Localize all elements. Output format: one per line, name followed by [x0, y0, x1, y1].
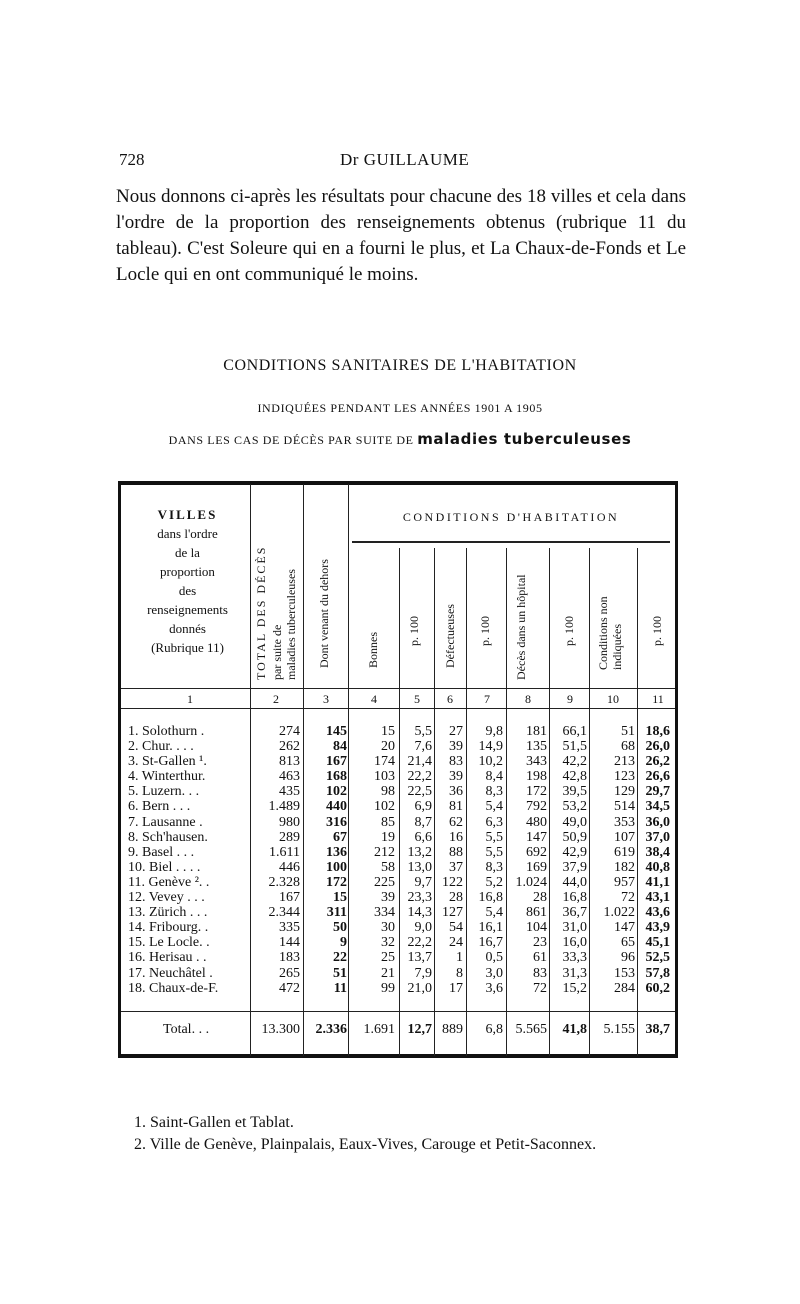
- table-subtitle-years: INDIQUÉES PENDANT LES ANNÉES 1901 A 1905: [257, 401, 543, 415]
- column-number: 8: [525, 692, 531, 706]
- running-head: Dr GUILLAUME: [340, 150, 470, 169]
- hopital-cell: 61: [533, 950, 547, 966]
- total-cell: 446: [279, 859, 300, 875]
- dehors-cell: 440: [326, 799, 347, 815]
- column-villes: [128, 724, 250, 996]
- p100-cell: 21,4: [407, 754, 432, 770]
- header-total-deces: TOTAL DES DÉCÈS: [254, 545, 268, 680]
- nonind-cell: 147: [614, 920, 635, 936]
- header-p100-hopital: p. 100: [562, 616, 576, 646]
- bonnes-cell: 15: [381, 724, 395, 739]
- p100-cell: 13,7: [407, 950, 432, 966]
- city-cell: 18. Chaux-de-F.: [128, 980, 219, 996]
- total-cell: 2.344: [268, 905, 300, 921]
- hopital-cell: 147: [526, 829, 547, 845]
- p100-cell: 29,7: [645, 784, 670, 800]
- dehors-cell: 102: [326, 784, 347, 800]
- p100-cell: 60,2: [645, 980, 670, 996]
- defect-cell: 16: [449, 829, 463, 845]
- header-villes-line: VILLES: [157, 507, 218, 522]
- total-cell: 813: [279, 754, 300, 770]
- total-cell: 2.328: [268, 874, 300, 890]
- p100-cell: 49,0: [562, 814, 587, 830]
- footnote: 1. Saint-Gallen et Tablat.: [134, 1114, 294, 1131]
- p100-cell: 57,8: [645, 965, 670, 981]
- total-cell: 262: [279, 739, 300, 755]
- header-p100-bonnes: p. 100: [407, 616, 421, 646]
- column-p100-nonind: [638, 724, 670, 996]
- city-cell: 4. Winterthur.: [128, 769, 206, 785]
- header-villes-line: donnés: [169, 621, 206, 636]
- defect-cell: 1: [456, 950, 463, 966]
- nonind-cell: 65: [621, 935, 635, 951]
- hopital-cell: 83: [533, 965, 547, 981]
- header-defectueuses: Défectueuses: [443, 604, 457, 668]
- table-subtitle-cause: [0, 430, 800, 448]
- p100-cell: 18,6: [645, 724, 670, 739]
- city-cell: 3. St-Gallen ¹.: [128, 754, 207, 770]
- defect-cell: 122: [442, 874, 463, 890]
- p100-cell: 39,5: [562, 784, 587, 800]
- bonnes-cell: 30: [381, 920, 395, 936]
- column-total: [252, 724, 300, 996]
- bonnes-cell: 20: [381, 739, 395, 755]
- city-cell: 17. Neuchâtel .: [128, 965, 213, 981]
- defect-cell: 37: [449, 859, 463, 875]
- column-dehors: [303, 724, 347, 996]
- p100-cell: 36,7: [562, 905, 587, 921]
- city-cell: 12. Vevey . . .: [128, 890, 205, 906]
- header-total-sub1: par suite de: [270, 624, 284, 680]
- defect-cell: 127: [442, 905, 463, 921]
- defect-cell: 27: [449, 724, 463, 739]
- bonnes-cell: 98: [381, 784, 395, 800]
- p100-cell: 7,6: [414, 739, 432, 755]
- hopital-cell: 1.024: [515, 874, 547, 890]
- footnotes: [134, 1112, 596, 1156]
- column-non-indiquees: [590, 724, 635, 996]
- p100-cell: 42,2: [562, 754, 587, 770]
- header-p100-defect: p. 100: [478, 616, 492, 646]
- total-label: Total. . .: [163, 1022, 210, 1037]
- total-cell: 289: [279, 829, 300, 845]
- header-villes-line: des: [178, 583, 197, 598]
- header-dehors: Dont venant du dehors: [317, 559, 331, 668]
- nonind-cell: 153: [614, 965, 635, 981]
- header-non-indiquees: Conditions non indiquées: [596, 596, 624, 670]
- p100-cell: 3,6: [485, 980, 503, 996]
- hopital-cell: 23: [533, 935, 547, 951]
- p100-cell: 33,3: [562, 950, 587, 966]
- defect-cell: 88: [449, 844, 463, 860]
- p100-cell: 52,5: [645, 950, 670, 966]
- dehors-cell: 15: [333, 890, 347, 906]
- p100-cell: 10,2: [478, 754, 503, 770]
- intro-paragraph: Nous donnons ci-après les résultats pour chacune des 18 villes et cela dans l'ordre de la proportion des renseignements obtenus (rubrique 11 du tableau). C'est Soleure qui en a fourni le plus, et La Chaux-de-Fonds et Le Locle qui en ont communiqué le moins.: [116, 186, 686, 285]
- p100-cell: 51,5: [562, 739, 587, 755]
- p100-cell: 50,9: [562, 829, 587, 845]
- p100-cell: 13,0: [407, 859, 432, 875]
- p100-cell: 16,8: [478, 890, 503, 906]
- p100-cell: 37,0: [645, 829, 670, 845]
- p100-cell: 15,2: [562, 980, 587, 996]
- p100-cell: 5,4: [485, 905, 503, 921]
- total-p100-hopital: 41,8: [562, 1022, 587, 1037]
- total-total: 13.300: [261, 1022, 300, 1037]
- city-cell: 1. Solothurn .: [128, 724, 205, 739]
- p100-cell: 16,8: [562, 890, 587, 906]
- dehors-cell: 100: [326, 859, 347, 875]
- hopital-cell: 198: [526, 769, 547, 785]
- city-cell: 2. Chur. . . .: [128, 739, 194, 755]
- col-line: [250, 484, 251, 1056]
- p100-cell: 6,6: [414, 829, 432, 845]
- bonnes-cell: 39: [381, 890, 395, 906]
- p100-cell: 42,8: [562, 769, 587, 785]
- total-cell: 335: [279, 920, 300, 936]
- nonind-cell: 72: [621, 890, 635, 906]
- p100-cell: 16,7: [478, 935, 503, 951]
- header-bonnes: Bonnes: [366, 632, 380, 668]
- total-bonnes: 1.691: [363, 1022, 395, 1037]
- city-cell: 7. Lausanne .: [128, 814, 203, 830]
- total-cell: 1.611: [269, 844, 300, 860]
- bonnes-cell: 21: [381, 965, 395, 981]
- column-number: 4: [371, 692, 377, 706]
- column-hopital: [507, 724, 547, 996]
- hopital-cell: 72: [533, 980, 547, 996]
- city-cell: 9. Basel . . .: [128, 844, 195, 860]
- dehors-cell: 22: [333, 950, 347, 966]
- dehors-cell: 11: [333, 980, 347, 996]
- p100-cell: 66,1: [562, 724, 587, 739]
- p100-cell: 31,3: [562, 965, 587, 981]
- total-cell: 980: [279, 814, 300, 830]
- nonind-cell: 51: [621, 724, 635, 739]
- nonind-cell: 957: [614, 874, 635, 890]
- header-hopital: Décès dans un hôpital: [514, 574, 528, 680]
- p100-cell: 9,7: [414, 874, 432, 890]
- nonind-cell: 353: [614, 814, 635, 830]
- column-number: 5: [414, 692, 420, 706]
- p100-cell: 8,3: [485, 784, 503, 800]
- defect-cell: 62: [449, 814, 463, 830]
- p100-cell: 3,0: [485, 965, 503, 981]
- dehors-cell: 84: [333, 739, 347, 755]
- group-header-rule: [352, 541, 670, 543]
- dehors-cell: 50: [333, 920, 347, 936]
- column-number: 2: [273, 692, 279, 706]
- nonind-cell: 1.022: [603, 905, 635, 921]
- dehors-cell: 167: [326, 754, 347, 770]
- defect-cell: 39: [449, 739, 463, 755]
- total-p100-bonnes: 12,7: [407, 1022, 432, 1037]
- column-number: 10: [607, 692, 619, 706]
- total-dehors: 2.336: [315, 1022, 347, 1037]
- p100-cell: 7,9: [414, 965, 432, 981]
- total-p100-defect: 6,8: [485, 1022, 503, 1037]
- column-p100-defect: [467, 724, 503, 996]
- total-cell: 274: [279, 724, 300, 739]
- footnote: 2. Ville de Genève, Plainpalais, Eaux-Vives, Carouge et Petit-Saconnex.: [134, 1136, 597, 1153]
- p100-cell: 34,5: [645, 799, 670, 815]
- city-cell: 10. Biel . . . .: [128, 859, 201, 875]
- dehors-cell: 51: [333, 965, 347, 981]
- p100-cell: 22,2: [407, 935, 432, 951]
- total-cell: 167: [279, 890, 300, 906]
- defect-cell: 54: [449, 920, 463, 936]
- dehors-cell: 136: [326, 844, 347, 860]
- column-number: 9: [567, 692, 573, 706]
- hopital-cell: 480: [526, 814, 547, 830]
- city-cell: 14. Fribourg. .: [128, 920, 209, 936]
- p100-cell: 43,1: [645, 890, 670, 906]
- hopital-cell: 792: [526, 799, 547, 815]
- page-number: 728: [119, 150, 145, 169]
- column-p100-hopital: [550, 724, 587, 996]
- hopital-cell: 135: [526, 739, 547, 755]
- total-hopital: 5.565: [515, 1022, 547, 1037]
- defect-cell: 81: [449, 799, 463, 815]
- city-cell: 13. Zürich . . .: [128, 905, 208, 921]
- header-villes-line: renseignements: [147, 602, 228, 617]
- bonnes-cell: 99: [381, 980, 395, 996]
- p100-cell: 16,0: [562, 935, 587, 951]
- bonnes-cell: 19: [381, 829, 395, 845]
- bonnes-cell: 25: [381, 950, 395, 966]
- p100-cell: 5,4: [485, 799, 503, 815]
- p100-cell: 40,8: [645, 859, 670, 875]
- dehors-cell: 172: [326, 874, 347, 890]
- city-cell: 5. Luzern. . .: [128, 784, 200, 800]
- hopital-cell: 28: [533, 890, 547, 906]
- p100-cell: 26,6: [645, 769, 670, 785]
- dehors-cell: 9: [340, 935, 347, 951]
- hopital-cell: 343: [526, 754, 547, 770]
- total-cell: 463: [279, 769, 300, 785]
- column-defectueuses: [435, 724, 463, 996]
- defect-cell: 39: [449, 769, 463, 785]
- header-p100-nonind: p. 100: [650, 616, 664, 646]
- table-title: CONDITIONS SANITAIRES DE L'HABITATION: [223, 357, 577, 374]
- column-number: 6: [447, 692, 453, 706]
- header-villes-line: dans l'ordre: [157, 526, 218, 541]
- hopital-cell: 861: [526, 905, 547, 921]
- colnum-rule: [121, 708, 675, 709]
- total-nonind: 5.155: [603, 1022, 635, 1037]
- total-rule: [121, 1011, 675, 1012]
- p100-cell: 8,7: [414, 814, 432, 830]
- p100-cell: 38,4: [645, 844, 670, 860]
- p100-cell: 16,1: [478, 920, 503, 936]
- dehors-cell: 145: [326, 724, 347, 739]
- table-subtitle-cause-prefix: DANS LES CAS DE DÉCÈS PAR SUITE DE: [168, 433, 414, 447]
- hopital-cell: 181: [526, 724, 547, 739]
- total-cell: 265: [279, 965, 300, 981]
- hopital-cell: 169: [526, 859, 547, 875]
- city-cell: 11. Genève ². .: [128, 874, 210, 890]
- column-bonnes: [350, 724, 395, 996]
- p100-cell: 22,5: [407, 784, 432, 800]
- city-cell: 16. Herisau . .: [128, 950, 207, 966]
- header-villes-line: de la: [175, 545, 200, 560]
- nonind-cell: 96: [621, 950, 635, 966]
- p100-cell: 9,8: [485, 724, 503, 739]
- p100-cell: 37,9: [562, 859, 587, 875]
- column-number: 11: [652, 692, 664, 706]
- nonind-cell: 514: [614, 799, 635, 815]
- nonind-cell: 213: [614, 754, 635, 770]
- bonnes-cell: 103: [374, 769, 395, 785]
- nonind-cell: 123: [614, 769, 635, 785]
- p100-cell: 5,5: [485, 829, 503, 845]
- p100-cell: 23,3: [407, 890, 432, 906]
- defect-cell: 8: [456, 965, 463, 981]
- total-cell: 472: [279, 980, 300, 996]
- p100-cell: 13,2: [407, 844, 432, 860]
- p100-cell: 14,9: [478, 739, 503, 755]
- column-number: 7: [484, 692, 490, 706]
- dehors-cell: 67: [333, 829, 347, 845]
- total-row: [0, 1022, 800, 1040]
- column-number: 3: [323, 692, 329, 706]
- defect-cell: 36: [449, 784, 463, 800]
- p100-cell: 36,0: [645, 814, 670, 830]
- col-line: [348, 484, 349, 1056]
- defect-cell: 83: [449, 754, 463, 770]
- p100-cell: 5,2: [485, 874, 503, 890]
- p100-cell: 5,5: [485, 844, 503, 860]
- header-bottom-rule: [121, 688, 675, 689]
- dehors-cell: 168: [326, 769, 347, 785]
- defect-cell: 28: [449, 890, 463, 906]
- header-villes-line: (Rubrique 11): [151, 640, 224, 655]
- nonind-cell: 129: [614, 784, 635, 800]
- total-cell: 144: [279, 935, 300, 951]
- p100-cell: 44,0: [562, 874, 587, 890]
- dehors-cell: 316: [326, 814, 347, 830]
- bonnes-cell: 174: [374, 754, 395, 770]
- city-cell: 15. Le Locle. .: [128, 935, 210, 951]
- defect-cell: 17: [449, 980, 463, 996]
- p100-cell: 26,0: [645, 739, 670, 755]
- p100-cell: 45,1: [645, 935, 670, 951]
- p100-cell: 43,9: [645, 920, 670, 936]
- total-defect: 889: [442, 1022, 463, 1037]
- table-subtitle-cause-bold: maladies tuberculeuses: [417, 430, 632, 448]
- header-villes-line: proportion: [160, 564, 215, 579]
- defect-cell: 24: [449, 935, 463, 951]
- bonnes-cell: 225: [374, 874, 395, 890]
- p100-cell: 31,0: [562, 920, 587, 936]
- bonnes-cell: 58: [381, 859, 395, 875]
- p100-cell: 41,1: [645, 874, 670, 890]
- column-p100-bonnes: [400, 724, 432, 996]
- p100-cell: 9,0: [414, 920, 432, 936]
- total-cell: 1.489: [268, 799, 300, 815]
- p100-cell: 5,5: [414, 724, 432, 739]
- p100-cell: 43,6: [645, 905, 670, 921]
- hopital-cell: 104: [526, 920, 547, 936]
- bonnes-cell: 212: [374, 844, 395, 860]
- nonind-cell: 68: [621, 739, 635, 755]
- p100-cell: 6,9: [414, 799, 432, 815]
- p100-cell: 0,5: [485, 950, 503, 966]
- header-conditions-group: CONDITIONS D'HABITATION: [402, 510, 620, 524]
- p100-cell: 42,9: [562, 844, 587, 860]
- p100-cell: 53,2: [562, 799, 587, 815]
- p100-cell: 6,3: [485, 814, 503, 830]
- p100-cell: 22,2: [407, 769, 432, 785]
- city-cell: 6. Bern . . .: [128, 799, 191, 815]
- hopital-cell: 692: [526, 844, 547, 860]
- nonind-cell: 182: [614, 859, 635, 875]
- p100-cell: 14,3: [407, 905, 432, 921]
- dehors-cell: 311: [326, 905, 347, 921]
- total-cell: 435: [279, 784, 300, 800]
- city-cell: 8. Sch'hausen.: [128, 829, 208, 845]
- p100-cell: 8,4: [485, 769, 503, 785]
- bonnes-cell: 85: [381, 814, 395, 830]
- header-total-sub2: maladies tuberculeuses: [284, 569, 298, 680]
- nonind-cell: 107: [614, 829, 635, 845]
- p100-cell: 26,2: [645, 754, 670, 770]
- total-cell: 183: [279, 950, 300, 966]
- total-p100-nonind: 38,7: [645, 1022, 670, 1037]
- column-number: 1: [187, 692, 193, 706]
- bonnes-cell: 32: [381, 935, 395, 951]
- bonnes-cell: 334: [374, 905, 395, 921]
- p100-cell: 21,0: [407, 980, 432, 996]
- nonind-cell: 284: [614, 980, 635, 996]
- header-villes: [125, 505, 250, 657]
- bonnes-cell: 102: [374, 799, 395, 815]
- hopital-cell: 172: [526, 784, 547, 800]
- nonind-cell: 619: [614, 844, 635, 860]
- p100-cell: 8,3: [485, 859, 503, 875]
